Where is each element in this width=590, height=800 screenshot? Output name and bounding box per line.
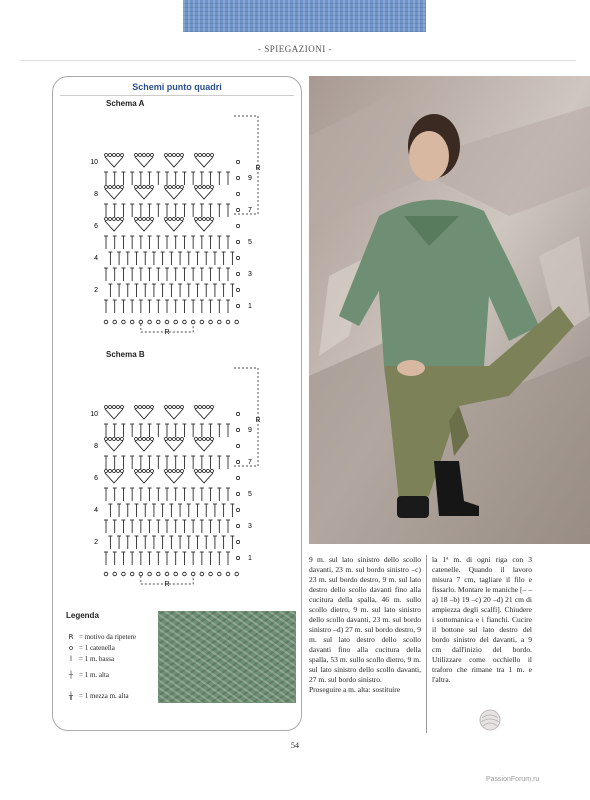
chain-stitch-mark	[113, 572, 117, 576]
turning-chain-mark	[236, 508, 239, 511]
chain-stitch-mark	[169, 154, 172, 157]
chain-stitch-mark	[117, 186, 120, 189]
chain-stitch-mark	[135, 406, 138, 409]
chain-stitch-mark	[209, 320, 213, 324]
chain-stitch-mark	[139, 154, 142, 157]
turning-chain-mark	[236, 304, 239, 307]
chain-stitch-mark	[191, 572, 195, 576]
model-photo	[309, 76, 590, 544]
row-number-left: 4	[94, 255, 98, 262]
chain-stitch-mark	[211, 470, 214, 473]
row-number-left: 6	[94, 475, 98, 482]
row-number-right: 9	[248, 427, 252, 434]
turning-chain-mark	[236, 224, 239, 227]
yarn-ball-icon	[478, 708, 502, 732]
chain-stitch-mark	[104, 572, 108, 576]
chain-stitch-mark	[211, 438, 214, 441]
v-stitch-mark	[165, 473, 183, 483]
legend-item	[66, 632, 166, 642]
chain-stitch-mark	[121, 438, 124, 441]
chain-stitch-mark	[169, 218, 172, 221]
chain-stitch-mark	[217, 320, 221, 324]
chain-stitch-mark	[195, 470, 198, 473]
legend-item	[66, 665, 166, 685]
chain-stitch-mark	[195, 438, 198, 441]
chain-stitch-mark	[211, 154, 214, 157]
section-title: - SPIEGAZIONI -	[258, 44, 332, 54]
instructions-column-2	[432, 555, 532, 695]
legend-symbol: R	[68, 633, 74, 641]
v-stitch-mark	[195, 157, 213, 167]
top-divider	[20, 60, 576, 61]
chain-stitch-mark	[165, 320, 169, 324]
turning-chain-mark	[236, 412, 239, 415]
chain-stitch-mark	[113, 154, 116, 157]
chain-stitch-mark	[177, 154, 180, 157]
chain-stitch-mark	[151, 218, 154, 221]
legend-item	[66, 654, 166, 664]
turning-chain-mark	[236, 208, 239, 211]
v-stitch-mark	[135, 189, 153, 199]
v-stitch-mark	[135, 473, 153, 483]
turning-chain-mark	[236, 288, 239, 291]
chain-stitch-mark	[173, 438, 176, 441]
chain-stitch-mark	[200, 572, 204, 576]
chain-stitch-mark	[207, 154, 210, 157]
chain-stitch-mark	[195, 186, 198, 189]
v-stitch-mark	[165, 189, 183, 199]
chain-stitch-mark	[117, 470, 120, 473]
repeat-label: R	[255, 417, 261, 424]
chain-stitch-mark	[207, 218, 210, 221]
chain-stitch-mark	[143, 438, 146, 441]
repeat-bracket	[234, 368, 261, 466]
chain-stitch-mark	[139, 572, 143, 576]
chain-stitch-mark	[181, 186, 184, 189]
chain-stitch-mark	[173, 470, 176, 473]
panel-title-rule	[60, 95, 294, 96]
chain-stitch-mark	[177, 186, 180, 189]
chain-stitch-mark	[199, 406, 202, 409]
chain-stitch-mark	[135, 154, 138, 157]
chain-stitch-mark	[169, 186, 172, 189]
chain-stitch-mark	[235, 572, 239, 576]
bottom-repeat-label: R	[164, 581, 170, 587]
chain-stitch-mark	[121, 406, 124, 409]
legend-item	[66, 686, 166, 706]
legend-text: = 1 m. bassa	[79, 655, 115, 663]
chain-stitch-mark	[113, 186, 116, 189]
chain-stitch-mark	[121, 154, 124, 157]
v-stitch-mark	[195, 409, 213, 419]
chain-stitch-mark	[130, 320, 134, 324]
row-number-left: 8	[94, 443, 98, 450]
v-stitch-mark	[105, 473, 123, 483]
legend-text: = motivo da ripetere	[79, 633, 137, 641]
legend-text: = 1 mezza m. alta	[79, 692, 129, 700]
repeat-label: R	[255, 165, 261, 172]
chain-stitch-mark	[169, 438, 172, 441]
chain-stitch-mark	[117, 218, 120, 221]
instructions-text-end: Proseguire a m. alta: sostituire	[309, 685, 401, 694]
chain-stitch-mark	[235, 320, 239, 324]
chain-stitch-mark	[135, 470, 138, 473]
chain-stitch-mark	[203, 186, 206, 189]
stitch-closeup-photo	[158, 611, 296, 703]
chain-stitch-mark	[139, 186, 142, 189]
chain-stitch-mark	[165, 186, 168, 189]
v-stitch-mark	[195, 221, 213, 231]
chain-stitch-mark	[113, 218, 116, 221]
chain-stitch-mark	[147, 154, 150, 157]
chain-stitch-mark	[211, 406, 214, 409]
v-stitch-mark	[165, 157, 183, 167]
v-stitch-mark	[135, 221, 153, 231]
turning-chain-mark	[236, 240, 239, 243]
v-stitch-mark	[105, 441, 123, 451]
chain-stitch-mark	[113, 470, 116, 473]
turning-chain-mark	[236, 272, 239, 275]
chain-stitch-mark	[203, 438, 206, 441]
legend-item	[66, 643, 166, 653]
chain-stitch-mark	[207, 470, 210, 473]
v-stitch-mark	[135, 441, 153, 451]
chain-stitch-mark	[109, 186, 112, 189]
chain-stitch-mark	[169, 406, 172, 409]
chain-stitch-mark	[139, 470, 142, 473]
chain-stitch-mark	[173, 186, 176, 189]
chain-stitch-mark	[181, 438, 184, 441]
chain-stitch-icon: o	[68, 644, 74, 652]
chain-stitch-mark	[203, 470, 206, 473]
chain-stitch-mark	[147, 218, 150, 221]
row-number-right: 3	[248, 523, 252, 530]
chain-stitch-mark	[226, 320, 230, 324]
chain-stitch-mark	[183, 320, 187, 324]
chain-stitch-mark	[199, 218, 202, 221]
v-stitch-mark	[105, 409, 123, 419]
turning-chain-mark	[236, 444, 239, 447]
chain-stitch-mark	[191, 320, 195, 324]
chain-stitch-mark	[105, 470, 108, 473]
chain-stitch-mark	[165, 406, 168, 409]
v-stitch-mark	[135, 157, 153, 167]
chain-stitch-mark	[151, 438, 154, 441]
legend-title: Legenda	[66, 611, 99, 620]
chain-stitch-mark	[147, 406, 150, 409]
chain-stitch-mark	[109, 438, 112, 441]
chain-stitch-mark	[105, 154, 108, 157]
chain-stitch-mark	[174, 320, 178, 324]
chain-stitch-mark	[151, 470, 154, 473]
chain-stitch-mark	[139, 438, 142, 441]
chain-stitch-mark	[183, 572, 187, 576]
chain-stitch-mark	[177, 218, 180, 221]
chain-stitch-mark	[181, 470, 184, 473]
chain-stitch-mark	[181, 406, 184, 409]
v-stitch-mark	[195, 189, 213, 199]
chain-stitch-mark	[109, 470, 112, 473]
v-stitch-mark	[165, 409, 183, 419]
chain-stitch-mark	[207, 186, 210, 189]
chain-stitch-mark	[177, 406, 180, 409]
chain-stitch-mark	[209, 572, 213, 576]
chain-stitch-mark	[147, 186, 150, 189]
chain-stitch-mark	[151, 406, 154, 409]
row-number-left: 10	[90, 159, 98, 166]
chain-stitch-mark	[143, 154, 146, 157]
chain-stitch-mark	[117, 154, 120, 157]
instructions-text: la 1ª m. di ogni riga con 3 catenelle. Quando il lavoro misura 7 cm, tagliare il filo e fissarlo. Montare le maniche [– –a) 18 –b) 19 –c) 20 –d) 21 cm di ampiezza degli scalfi]. Chiudere i sottomanica e i fianchi. Cucire il bottone sul lato destro del bordo sinistro del davanti, a 9 cm dall'inizio del bordo. Utilizzare come occhiello il traforo che rimane tra 1 m. e l'altra.	[432, 555, 532, 684]
legend-text: = 1 m. alta	[79, 671, 109, 679]
row-number-left: 4	[94, 507, 98, 514]
chain-stitch-mark	[151, 186, 154, 189]
row-number-right: 7	[248, 207, 252, 214]
chain-stitch-mark	[156, 320, 160, 324]
chain-stitch-mark	[165, 470, 168, 473]
turning-chain-mark	[236, 192, 239, 195]
row-number-left: 6	[94, 223, 98, 230]
scheme-a-label: Schema A	[106, 99, 145, 108]
instructions-column-1	[309, 555, 421, 733]
repeat-bracket	[234, 116, 261, 214]
chain-stitch-mark	[121, 218, 124, 221]
row-number-left: 8	[94, 191, 98, 198]
chain-stitch-mark	[195, 406, 198, 409]
chain-stitch-mark	[113, 438, 116, 441]
turning-chain-mark	[236, 428, 239, 431]
chain-stitch-mark	[174, 572, 178, 576]
chain-stitch-mark	[135, 438, 138, 441]
chain-stitch-mark	[195, 154, 198, 157]
scheme-a-diagram	[90, 110, 290, 335]
chain-stitch-mark	[139, 218, 142, 221]
turning-chain-mark	[236, 160, 239, 163]
chain-stitch-mark	[200, 320, 204, 324]
row-number-left: 2	[94, 287, 98, 294]
turning-chain-mark	[236, 176, 239, 179]
chain-stitch-mark	[117, 438, 120, 441]
chain-stitch-mark	[104, 320, 108, 324]
chain-stitch-mark	[139, 320, 143, 324]
page-number: 54	[291, 741, 299, 750]
chain-stitch-mark	[177, 470, 180, 473]
chain-stitch-mark	[113, 320, 117, 324]
chain-stitch-mark	[199, 186, 202, 189]
turning-chain-mark	[236, 460, 239, 463]
double-crochet-icon: ┼	[68, 671, 74, 679]
yarn-swatch-photo	[183, 0, 426, 32]
row-number-right: 5	[248, 239, 252, 246]
scheme-b-label: Schema B	[106, 350, 145, 359]
chain-stitch-mark	[165, 154, 168, 157]
turning-chain-mark	[236, 540, 239, 543]
bottom-repeat-label: R	[164, 329, 170, 335]
scheme-b-diagram	[90, 362, 290, 587]
v-stitch-mark	[195, 473, 213, 483]
chain-stitch-mark	[173, 218, 176, 221]
chain-stitch-mark	[143, 186, 146, 189]
turning-chain-mark	[236, 492, 239, 495]
chain-stitch-mark	[195, 218, 198, 221]
chain-stitch-mark	[105, 218, 108, 221]
chain-stitch-mark	[135, 186, 138, 189]
chain-stitch-mark	[203, 218, 206, 221]
row-number-left: 10	[90, 411, 98, 418]
chain-stitch-mark	[105, 438, 108, 441]
chain-stitch-mark	[109, 406, 112, 409]
chain-stitch-mark	[135, 218, 138, 221]
chain-stitch-mark	[211, 218, 214, 221]
panel-title: Schemi punto quadri	[132, 82, 222, 92]
row-number-right: 1	[248, 555, 252, 562]
chain-stitch-mark	[211, 186, 214, 189]
chain-stitch-mark	[105, 186, 108, 189]
chain-stitch-mark	[113, 406, 116, 409]
legend-list	[66, 632, 166, 707]
row-number-right: 9	[248, 175, 252, 182]
chain-stitch-mark	[173, 406, 176, 409]
chain-stitch-mark	[169, 470, 172, 473]
chain-stitch-mark	[199, 154, 202, 157]
turning-chain-mark	[236, 476, 239, 479]
chain-stitch-mark	[147, 470, 150, 473]
instructions-text: 9 m. sul lato sinistro dello scollo davanti, 23 m. sul bordo sinistro –c) 23 m. sul bordo destro, 9 m. sul lato destro dello scollo davanti fino alla cucitura della spalla, 46 m. sullo scollo dietro, 9 m. sul lato sinistro dello scollo davanti, 23 m. sul bordo sinistro –d) 27 m. sul bordo destro, 9 m. sul lato destro dello scollo davanti fino alla cucitura della spalla, 53 m. sullo scollo dietro, 9 m. sul lato sinistro dello scollo davanti, 27 m. sul bordo sinistro.	[309, 555, 421, 684]
watermark: PassionForum.ru	[486, 776, 540, 783]
chain-stitch-mark	[122, 320, 126, 324]
chain-stitch-mark	[130, 572, 134, 576]
single-crochet-icon: l	[70, 655, 72, 663]
chain-stitch-mark	[181, 154, 184, 157]
v-stitch-mark	[165, 441, 183, 451]
turning-chain-mark	[236, 524, 239, 527]
row-number-right: 1	[248, 303, 252, 310]
chain-stitch-mark	[148, 320, 152, 324]
chain-stitch-mark	[156, 572, 160, 576]
chain-stitch-mark	[109, 218, 112, 221]
chain-stitch-mark	[147, 438, 150, 441]
row-number-left: 2	[94, 539, 98, 546]
chain-stitch-mark	[165, 572, 169, 576]
chain-stitch-mark	[199, 438, 202, 441]
chain-stitch-mark	[109, 154, 112, 157]
chain-stitch-mark	[151, 154, 154, 157]
v-stitch-mark	[195, 441, 213, 451]
column-divider	[426, 555, 427, 733]
chain-stitch-mark	[226, 572, 230, 576]
half-double-crochet-icon: ╁	[68, 692, 74, 700]
row-number-right: 5	[248, 491, 252, 498]
chain-stitch-mark	[143, 406, 146, 409]
v-stitch-mark	[105, 189, 123, 199]
chain-stitch-mark	[143, 470, 146, 473]
chain-stitch-mark	[165, 218, 168, 221]
chain-stitch-mark	[121, 186, 124, 189]
row-number-right: 7	[248, 459, 252, 466]
v-stitch-mark	[165, 221, 183, 231]
chain-stitch-mark	[207, 406, 210, 409]
v-stitch-mark	[105, 221, 123, 231]
chain-stitch-mark	[199, 470, 202, 473]
chain-stitch-mark	[173, 154, 176, 157]
chain-stitch-mark	[143, 218, 146, 221]
chain-stitch-mark	[207, 438, 210, 441]
chain-stitch-mark	[117, 406, 120, 409]
chain-stitch-mark	[203, 154, 206, 157]
chain-stitch-mark	[121, 470, 124, 473]
legend-text: = 1 catenella	[79, 644, 115, 652]
chain-stitch-mark	[177, 438, 180, 441]
turning-chain-mark	[236, 556, 239, 559]
chain-stitch-mark	[139, 406, 142, 409]
chain-stitch-mark	[217, 572, 221, 576]
chain-stitch-mark	[181, 218, 184, 221]
chain-stitch-mark	[203, 406, 206, 409]
turning-chain-mark	[236, 256, 239, 259]
v-stitch-mark	[135, 409, 153, 419]
chain-stitch-mark	[165, 438, 168, 441]
row-number-right: 3	[248, 271, 252, 278]
chain-stitch-mark	[105, 406, 108, 409]
chain-stitch-mark	[148, 572, 152, 576]
v-stitch-mark	[105, 157, 123, 167]
chain-stitch-mark	[122, 572, 126, 576]
